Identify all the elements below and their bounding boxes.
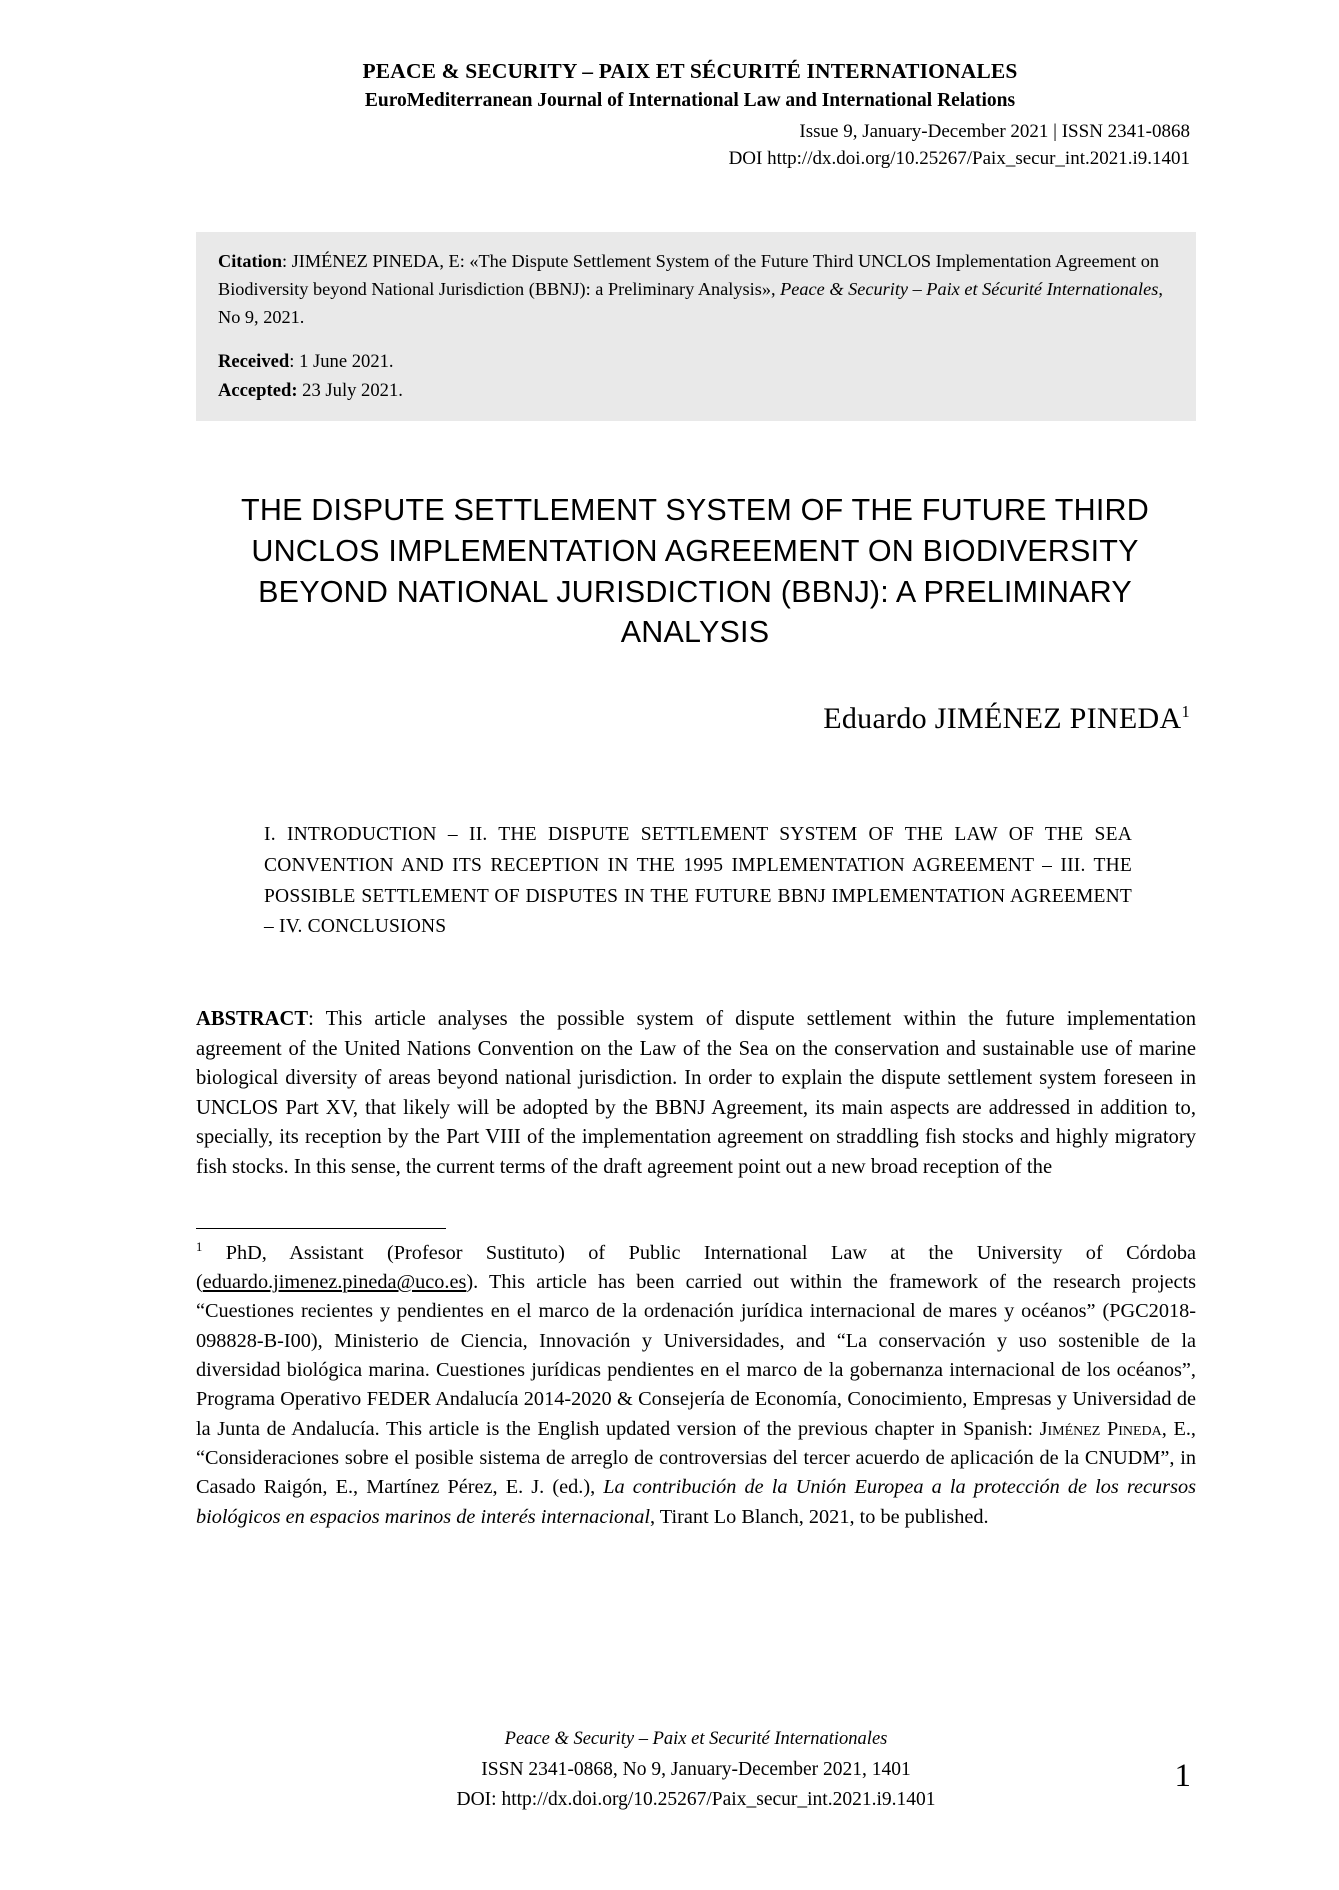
footnote-marker: 1: [196, 1240, 203, 1254]
page-footer: [196, 1725, 1196, 1815]
footnote-book-title: La contribución de la Unión Europea a la protección de los recursos biológicos en espacios marinos de interés internacional: [196, 1476, 1197, 1528]
citation-journal-name: Peace & Security – Paix et Sécurité Internationales: [780, 278, 1159, 299]
received-label: Received: [218, 351, 290, 373]
author-line: [190, 702, 1190, 736]
citation-label: Citation: [218, 251, 282, 271]
footnote-1: [196, 1238, 1196, 1532]
journal-title: PEACE & SECURITY – PAIX ET SÉCURITÉ INTERNATIONALES: [362, 59, 1018, 83]
footnote-segment-1: PhD, Assistant (Profesor Sustituto) of Public International Law at the University of Córdoba (: [196, 1241, 1196, 1294]
abstract: [196, 1005, 1196, 1182]
received-line: [218, 347, 1174, 376]
accepted-value: 23 July 2021.: [297, 380, 403, 402]
citation-text: [218, 248, 1174, 331]
footnote-segment-4: , Tirant Lo Blanch, 2021, to be published.: [650, 1505, 989, 1528]
masthead-doi-line: DOI http://dx.doi.org/10.25267/Paix_secur_int.2021.i9.1401: [728, 148, 1190, 170]
footer-issn-line: ISSN 2341-0868, No 9, January-December 2021, 1401: [481, 1758, 911, 1780]
footnote-separator-rule: [196, 1228, 446, 1229]
citation-box: [196, 232, 1196, 421]
author-footnote-marker: 1: [1181, 702, 1190, 721]
masthead: [190, 58, 1190, 173]
accepted-label: Accepted:: [218, 380, 298, 402]
table-of-contents: I. INTRODUCTION – II. THE DISPUTE SETTLEMENT SYSTEM OF THE LAW OF THE SEA CONVENTION AND ITS RECEPTION IN THE 1995 IMPLEMENTATION AGREEMENT – III. THE POSSIBLE SETTLEMENT OF DISPUTES IN THE FUTURE BBNJ IMPLEMENTATION AGREEMENT – IV. CONCLUSIONS: [264, 824, 1132, 938]
footnote-segment-3: , E., “Consideraciones sobre el posible sistema de arreglo de controversias del tercer acuerdo de aplicación de la CNUDM”, in Casado Raigón, E., Martínez Pérez, E. J. (ed.),: [196, 1417, 1196, 1499]
citation-body-part2: , No 9, 2021.: [218, 278, 1163, 327]
author-email-link[interactable]: eduardo.jimenez.pineda@uco.es: [202, 1271, 467, 1294]
footnote-segment-2: ). This article has been carried out within the framework of the research projects “Cuestiones recientes y pendientes en el marco de la ordenación jurídica internacional de mares y océanos” (PGC2018-098828-B-I00), Ministerio de Ciencia, Innovación y Universidades, and “La conservación y uso sostenible de la diversidad biológica marina. Cuestiones jurídicas pendientes en el marco de la gobernanza internacional de los océanos”, Programa Operativo FEDER Andalucía 2014-2020 & Consejería de Economía, Conocimiento, Empresas y Universidad de la Junta de Andalucía. This article is the English updated version of the previous chapter in Spanish:: [196, 1271, 1196, 1440]
accepted-line: [218, 376, 1174, 405]
citation-body-part1: : JIMÉNEZ PINEDA, E: «The Dispute Settlement System of the Future Third UNCLOS Implementation Agreement on Biodiversity beyond National Jurisdiction (BBNJ): a Preliminary Analysis»,: [218, 251, 1160, 299]
issue-line: Issue 9, January-December 2021 | ISSN 2341-0868: [799, 120, 1190, 142]
author-name: Eduardo JIMÉNEZ PINEDA: [823, 702, 1182, 735]
journal-subtitle: EuroMediterranean Journal of International Law and International Relations: [364, 89, 1016, 111]
footer-journal-name: Peace & Security – Paix et Securité Internationales: [504, 1729, 888, 1749]
abstract-label: ABSTRACT: [196, 1008, 309, 1030]
page-number: 1: [1174, 1758, 1191, 1794]
abstract-text: : This article analyses the possible system of dispute settlement within the future implementation agreement of the United Nations Convention on the Law of the Sea on the conservation and sustainable use of marine biological diversity of areas beyond national jurisdiction. In order to explain the dispute settlement system foreseen in UNCLOS Part XV, that likely will be adopted by the BBNJ Agreement, its main aspects are addressed in addition to, specially, its reception by the Part VIII of the implementation agreement on straddling fish stocks and highly migratory fish stocks. In this sense, the current terms of the draft agreement point out a new broad reception of the: [196, 1008, 1196, 1178]
footer-doi-line: DOI: http://dx.doi.org/10.25267/Paix_secur_int.2021.i9.1401: [456, 1788, 936, 1810]
footnote-cited-author: Jiménez Pineda: [1039, 1417, 1162, 1440]
dates-block: [218, 347, 1174, 405]
page-title: THE DISPUTE SETTLEMENT SYSTEM OF THE FUTURE THIRD UNCLOS IMPLEMENTATION AGREEMENT ON BIODIVERSITY BEYOND NATIONAL JURISDICTION (BBNJ): A PRELIMINARY ANALYSIS: [241, 493, 1149, 650]
received-value: : 1 June 2021.: [289, 351, 394, 373]
